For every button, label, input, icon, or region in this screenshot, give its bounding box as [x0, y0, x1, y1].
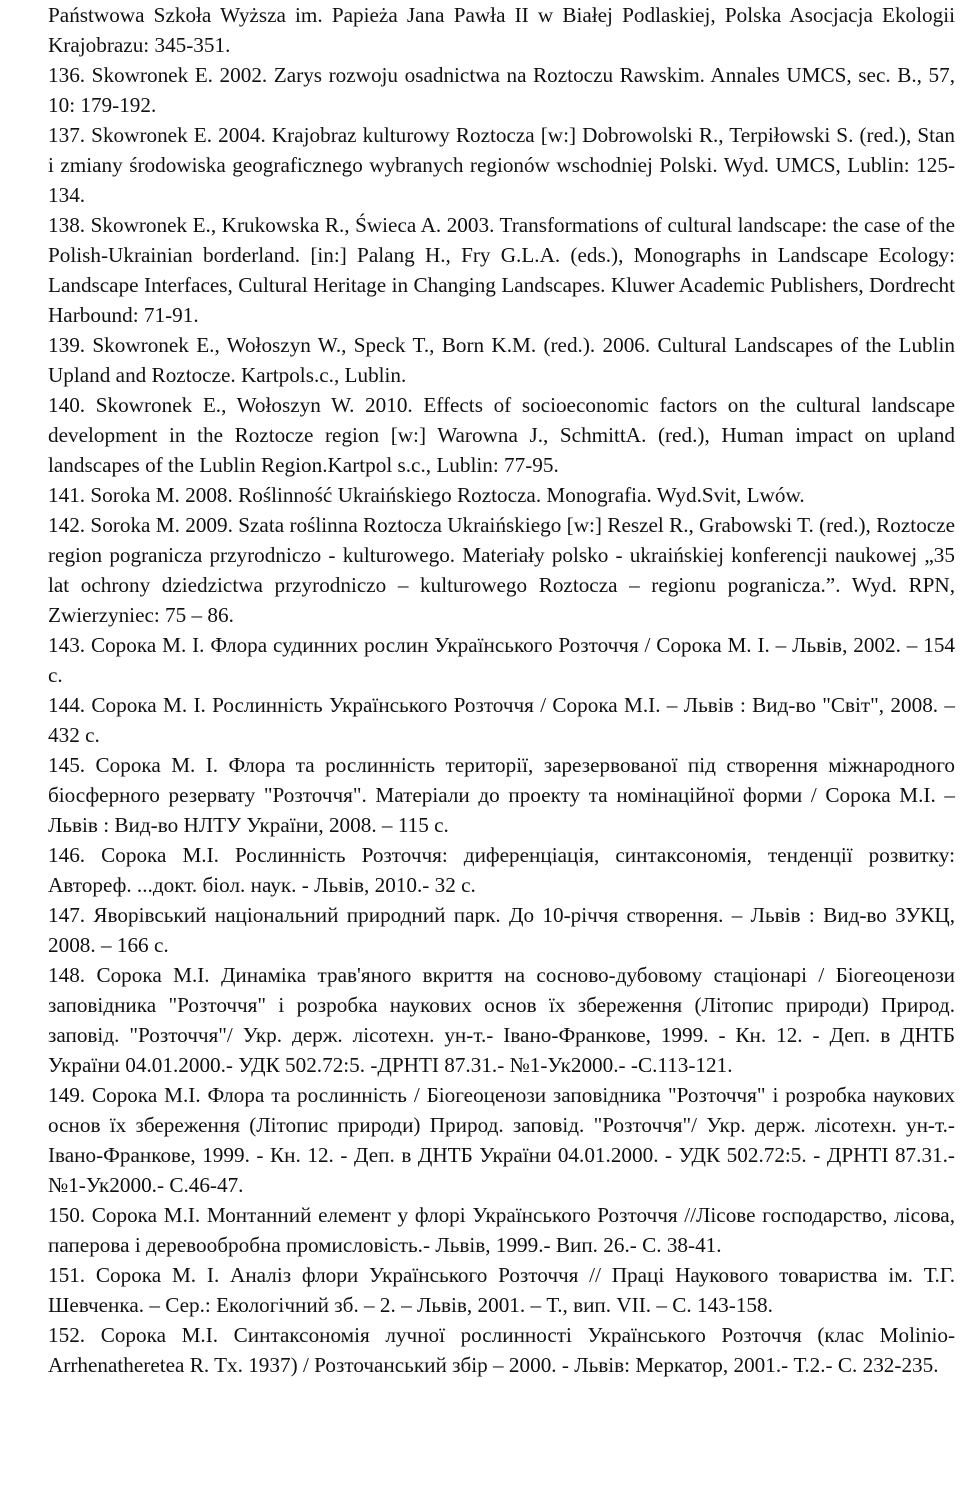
reference-entry [48, 1080, 955, 1200]
reference-number: 143. [48, 633, 86, 657]
reference-text: Skowronek E., Wołoszyn W., Speck T., Born K.M. (red.). 2006. Cultural Landscapes of the Lublin Upland and Roztocze. Kartpols.c., Lublin. [48, 333, 955, 387]
reference-entry [48, 1200, 955, 1260]
reference-number: 141. [48, 483, 86, 507]
reference-text: Сорока М.І. Флора та рослинність / Біогеоценози заповідника "Розточчя" і розробка наукових основ їх збереження (Літопис природи) Природ. заповід. "Розточчя"/ Укр. держ. лісотехн. ун-т.- Івано-Франкове, 1999. - Кн. 12. - Деп. в ДНТБ України 04.01.2000. - УДК 502.72:5. - ДРНТІ 87.31.-№1-Ук2000.- С.46-47. [48, 1083, 956, 1197]
reference-text: Skowronek E., Wołoszyn W. 2010. Effects of socioeconomic factors on the cultural landscape development in the Roztocze region [w:] Warowna J., SchmittA. (red.), Human impact on upland landscapes of the Lublin Region.Kartpol s.c., Lublin: 77-95. [48, 393, 955, 477]
reference-entry [48, 960, 955, 1080]
reference-text: Skowronek E., Krukowska R., Świeca A. 2003. Transformations of cultural landscape: the case of the Polish-Ukrainian borderland. [in:] Palang H., Fry G.L.A. (eds.), Monographs in Landscape Ecology: Landscape Interfaces, Cultural Heritage in Changing Landscapes. Kluwer Academic Publishers, Dordrecht Harbound: 71-91. [48, 213, 955, 327]
reference-text: Сорока М.І. Рослинність Розточчя: диференціація, синтаксономія, тенденції розвитку: Автореф. ...докт. біол. наук. - Львів, 2010.- 32 с. [48, 843, 956, 897]
reference-text: Skowronek E. 2004. Krajobraz kulturowy Roztocza [w:] Dobrowolski R., Terpiłowski S. (red.), Stan i zmiany środowiska geograficznego wybranych regionów wschodniej Polski. Wyd. UMCS, Lublin: 125-134. [48, 123, 955, 207]
reference-number: 147. [48, 903, 86, 927]
reference-entry [48, 1320, 955, 1380]
reference-number: 142. [48, 513, 86, 537]
reference-entry [48, 900, 955, 960]
reference-entry [48, 390, 955, 480]
reference-text: Сорока М.І. Динаміка трав'яного вкриття на сосново-дубовому стаціонарі / Біогеоценози заповідника "Розточчя" і розробка наукових основ їх збереження (Літопис природи) Природ. заповід. "Розточчя"/ Укр. держ. лісотехн. ун-т.- Івано-Франкове, 1999. - Кн. 12. - Деп. в ДНТБ України 04.01.2000.- УДК 502.72:5. -ДРНТІ 87.31.- №1-Ук2000.- -С.113-121. [48, 963, 956, 1077]
reference-text: Сорока М.І. Монтанний елемент у флорі Українського Розточчя //Лісове господарство, лісова, паперова і деревообробна промисловість.- Львів, 1999.- Вип. 26.- С. 38-41. [48, 1203, 956, 1257]
reference-text: Сорока М.І. Синтаксономія лучної рослинності Українського Розточчя (клас Molinio-Arrhenatheretea R. Tx. 1937) / Розточанський збір – 2000. - Львів: Меркатор, 2001.- Т.2.- С. 232-235. [48, 1323, 955, 1377]
reference-number: 148. [48, 963, 86, 987]
reference-number: 145. [48, 753, 86, 777]
reference-number: 152. [48, 1323, 86, 1347]
reference-text: Skowronek E. 2002. Zarys rozwoju osadnictwa na Roztoczu Rawskim. Annales UMCS, sec. B., 57, 10: 179-192. [48, 63, 955, 117]
reference-number: 137. [48, 123, 86, 147]
reference-entry [48, 1260, 955, 1320]
reference-number: 140. [48, 393, 86, 417]
reference-entry [48, 330, 955, 390]
reference-text: Soroka M. 2008. Roślinność Ukraińskiego Roztocza. Monografia. Wyd.Svit, Lwów. [90, 483, 805, 507]
reference-number: 139. [48, 333, 86, 357]
reference-entry [48, 480, 955, 510]
reference-number: 144. [48, 693, 86, 717]
reference-text: Soroka M. 2009. Szata roślinna Roztocza Ukraińskiego [w:] Reszel R., Grabowski T. (red.), Roztocze region pogranicza przyrodniczo - kulturowego. Materiały polsko - ukraińskiej konferencji naukowej „35 lat ochrony dziedzictwa przyrodniczo – kulturowego Roztocza – regionu pogranicza.”. Wyd. RPN, Zwierzyniec: 75 – 86. [48, 513, 956, 627]
reference-entry [48, 510, 955, 630]
reference-text: Сорока М. І. Флора та рослинність території, зарезервованої під створення міжнародного біосферного резервату "Розточчя". Матеріали до проекту та номінаційної форми / Сорока М.І. – Львів : Вид-во НЛТУ України, 2008. – 115 с. [48, 753, 955, 837]
reference-number: 136. [48, 63, 86, 87]
reference-number: 151. [48, 1263, 86, 1287]
reference-text: Сорока М. І. Рослинність Українського Розточчя / Сорока М.І. – Львів : Вид-во "Світ", 2008. – 432 с. [48, 693, 955, 747]
continued-reference-text: Państwowa Szkoła Wyższa im. Papieża Jana Pawła II w Białej Podlaskiej, Polska Asocjacja Ekologii Krajobrazu: 345-351. [48, 3, 955, 57]
reference-number: 149. [48, 1083, 86, 1107]
reference-number: 138. [48, 213, 86, 237]
reference-entry [48, 120, 955, 210]
reference-text: Сорока М. І. Флора судинних рослин Українського Розточчя / Сорока М. І. – Львів, 2002. – 154 с. [48, 633, 956, 687]
reference-number: 146. [48, 843, 86, 867]
reference-entry [48, 210, 955, 330]
reference-entry [48, 840, 955, 900]
reference-entries [48, 60, 955, 1380]
reference-list-page [48, 0, 955, 1380]
reference-entry [48, 630, 955, 690]
reference-text: Яворівський національний природний парк. До 10-річчя створення. – Львів : Вид-во ЗУКЦ, 2008. – 166 с. [48, 903, 955, 957]
reference-text: Сорока М. І. Аналіз флори Українського Розточчя // Праці Наукового товариства ім. Т.Г. Шевченка. – Сер.: Екологічний зб. – 2. – Львів, 2001. – Т., вип. VII. – С. 143-158. [48, 1263, 955, 1317]
reference-entry [48, 750, 955, 840]
reference-entry [48, 60, 955, 120]
reference-entry [48, 690, 955, 750]
reference-number: 150. [48, 1203, 86, 1227]
